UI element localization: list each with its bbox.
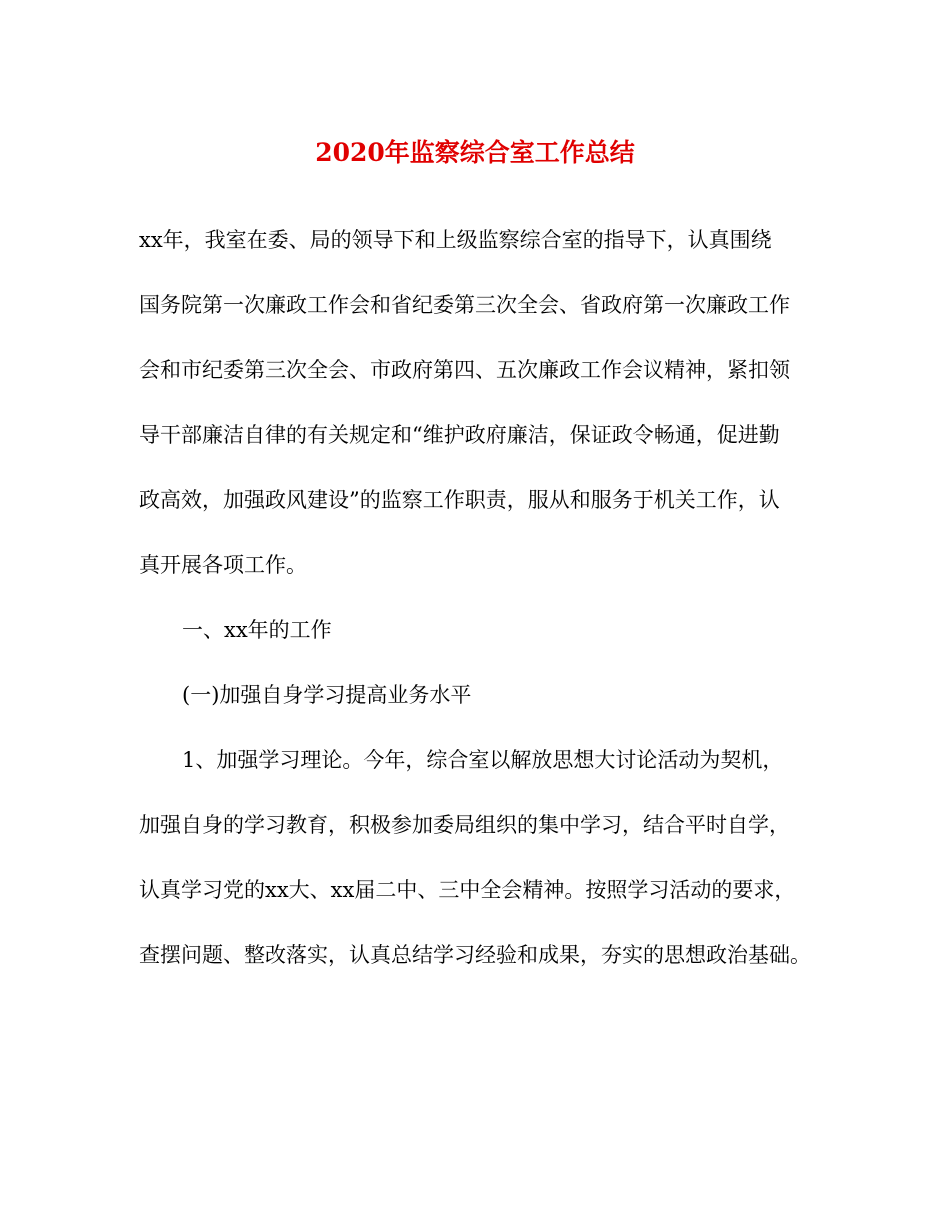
paragraph-line: 查摆问题、整改落实，认真总结学习经验和成果，夯实的思想政治基础。 [139,943,811,967]
paragraph-line: xx年，我室在委、局的领导下和上级监察综合室的指导下，认真围绕 [139,228,772,252]
paragraph-line: 1、加强学习理论。今年，综合室以解放思想大讨论活动为契机， [182,748,784,772]
paragraph-line: 导干部廉洁自律的有关规定和“维护政府廉洁，保证政令畅通，促进勤 [139,423,780,447]
document-title: 2020年监察综合室工作总结 [315,138,635,167]
paragraph-line: 政高效，加强政风建设”的监察工作职责，服从和服务于机关工作，认 [139,488,780,512]
subsection-heading: (一)加强自身学习提高业务水平 [182,683,472,707]
paragraph-line: 认真学习党的xx大、xx届二中、三中全会精神。按照学习活动的要求， [139,878,796,902]
paragraph-line: 真开展各项工作。 [139,553,307,577]
section-heading: 一、xx年的工作 [182,618,332,642]
paragraph-line: 加强自身的学习教育，积极参加委局组织的集中学习，结合平时自学， [139,813,790,837]
paragraph-line: 会和市纪委第三次全会、市政府第四、五次廉政工作会议精神，紧扣领 [139,358,790,382]
paragraph-line: 国务院第一次廉政工作会和省纪委第三次全会、省政府第一次廉政工作 [139,293,790,317]
